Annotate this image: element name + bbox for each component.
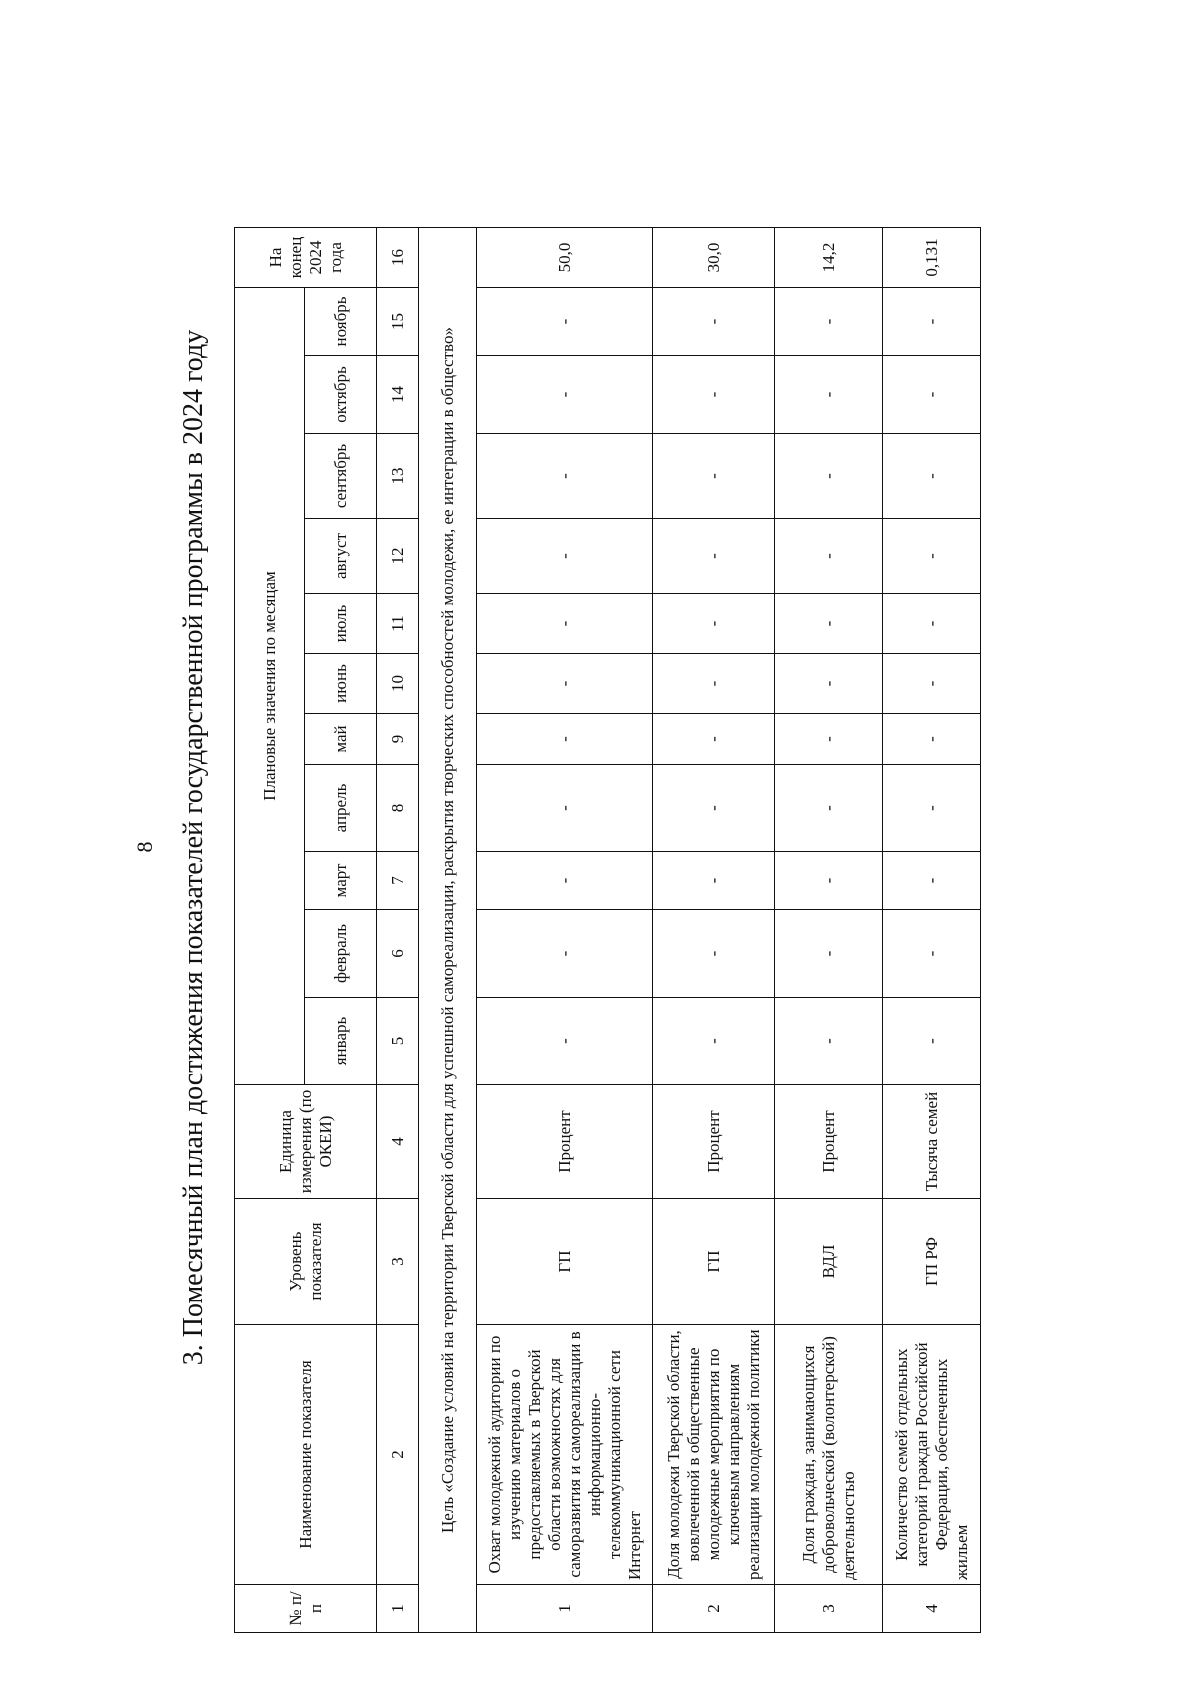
indicator-unit: Тысяча семей: [883, 1085, 981, 1199]
page-title: 3. Помесячный план достижения показателей государственной программы в 2024 году: [178, 329, 209, 1366]
header-unit: Единица измерения (по ОКЕИ): [235, 1085, 377, 1199]
row-number: 4: [883, 1585, 981, 1633]
table-row: [883, 228, 981, 1633]
indicator-unit: Процент: [477, 1085, 653, 1199]
month-value: -: [477, 594, 653, 654]
indicator-name: Количество семей отдельных категорий граждан Российской Федерации, обеспеченных жильем: [883, 1325, 981, 1585]
month-value: -: [477, 519, 653, 594]
goal-text: Цель «Создание условий на территории Тверской области для успешной самореализации, раскрытия творческих способностей молодежи, ее интеграции в общество»: [419, 228, 477, 1633]
header-month-10: октябрь: [305, 356, 377, 434]
month-value: -: [477, 654, 653, 714]
column-number-16: 16: [377, 228, 419, 288]
month-value: -: [775, 288, 883, 356]
header-year-end: На конец 2024 года: [235, 228, 377, 288]
month-value: -: [775, 852, 883, 910]
indicator-level: ВДЛ: [775, 1199, 883, 1325]
month-value: -: [883, 356, 981, 434]
month-value: -: [477, 765, 653, 852]
header-month-4: апрель: [305, 765, 377, 852]
month-value: -: [775, 594, 883, 654]
month-value: -: [477, 288, 653, 356]
indicator-name: Доля молодежи Тверской области, вовлеченной в общественные молодежные мероприятия по ключевым направлениям реализации молодежной политики: [653, 1325, 775, 1585]
goal-row: [419, 228, 477, 1633]
column-number-11: 11: [377, 594, 419, 654]
column-number-15: 15: [377, 288, 419, 356]
page-number: 8: [132, 841, 157, 853]
indicator-level: ГП: [477, 1199, 653, 1325]
table-row: [775, 228, 883, 1633]
column-number-7: 7: [377, 852, 419, 910]
month-value: -: [775, 654, 883, 714]
month-value: -: [883, 288, 981, 356]
month-value: -: [883, 434, 981, 519]
column-number-14: 14: [377, 356, 419, 434]
row-number: 3: [775, 1585, 883, 1633]
month-value: -: [775, 434, 883, 519]
month-value: -: [477, 910, 653, 998]
column-number-12: 12: [377, 519, 419, 594]
indicator-name: Охват молодежной аудитории по изучению материалов о предоставляемых в Тверской области возможностях для саморазвития и самореализации в информационно-телекоммуникационной сети Интернет: [477, 1325, 653, 1585]
column-number-2: 2: [377, 1325, 419, 1585]
header-month-2: февраль: [305, 910, 377, 998]
row-number: 1: [477, 1585, 653, 1633]
column-number-5: 5: [377, 998, 419, 1085]
indicator-level: ГП РФ: [883, 1199, 981, 1325]
month-value: -: [653, 356, 775, 434]
header-num: № п/п: [235, 1585, 377, 1633]
month-value: -: [883, 594, 981, 654]
month-value: -: [883, 714, 981, 765]
table-row: [653, 228, 775, 1633]
month-value: -: [883, 998, 981, 1085]
month-value: -: [775, 519, 883, 594]
column-number-13: 13: [377, 434, 419, 519]
month-value: -: [653, 998, 775, 1085]
month-value: -: [477, 714, 653, 765]
column-number-9: 9: [377, 714, 419, 765]
month-value: -: [775, 714, 883, 765]
header-month-11: ноябрь: [305, 288, 377, 356]
column-number-10: 10: [377, 654, 419, 714]
column-number-3: 3: [377, 1199, 419, 1325]
month-value: -: [477, 434, 653, 519]
month-value: -: [883, 910, 981, 998]
month-value: -: [653, 714, 775, 765]
column-number-1: 1: [377, 1585, 419, 1633]
indicator-unit: Процент: [775, 1085, 883, 1199]
month-value: -: [653, 852, 775, 910]
column-number-8: 8: [377, 765, 419, 852]
month-value: -: [775, 998, 883, 1085]
indicator-unit: Процент: [653, 1085, 775, 1199]
month-value: -: [653, 654, 775, 714]
year-end-value: 0,131: [883, 228, 981, 288]
month-value: -: [653, 765, 775, 852]
column-number-6: 6: [377, 910, 419, 998]
month-value: -: [653, 288, 775, 356]
year-end-value: 50,0: [477, 228, 653, 288]
header-month-6: июнь: [305, 654, 377, 714]
month-value: -: [653, 519, 775, 594]
column-number-4: 4: [377, 1085, 419, 1199]
month-value: -: [653, 910, 775, 998]
month-value: -: [653, 434, 775, 519]
indicator-name: Доля граждан, занимающихся добровольческой (волонтерской) деятельностью: [775, 1325, 883, 1585]
column-number-row: [377, 228, 419, 1633]
header-row-1: [235, 228, 305, 1633]
month-value: -: [883, 765, 981, 852]
month-value: -: [775, 356, 883, 434]
indicators-table: [234, 227, 981, 1633]
header-month-7: июль: [305, 594, 377, 654]
month-value: -: [883, 654, 981, 714]
month-value: -: [883, 519, 981, 594]
month-value: -: [883, 852, 981, 910]
month-value: -: [653, 594, 775, 654]
header-month-1: январь: [305, 998, 377, 1085]
month-value: -: [775, 765, 883, 852]
indicator-level: ГП: [653, 1199, 775, 1325]
header-name: Наименование показателя: [235, 1325, 377, 1585]
month-value: -: [775, 910, 883, 998]
header-month-3: март: [305, 852, 377, 910]
header-plan-months: Плановые значения по месяцам: [235, 288, 305, 1085]
year-end-value: 14,2: [775, 228, 883, 288]
table-row: [477, 228, 653, 1633]
month-value: -: [477, 852, 653, 910]
header-month-9: сентябрь: [305, 434, 377, 519]
header-month-8: август: [305, 519, 377, 594]
row-number: 2: [653, 1585, 775, 1633]
month-value: -: [477, 356, 653, 434]
year-end-value: 30,0: [653, 228, 775, 288]
header-month-5: май: [305, 714, 377, 765]
month-value: -: [477, 998, 653, 1085]
header-level: Уровень показателя: [235, 1199, 377, 1325]
